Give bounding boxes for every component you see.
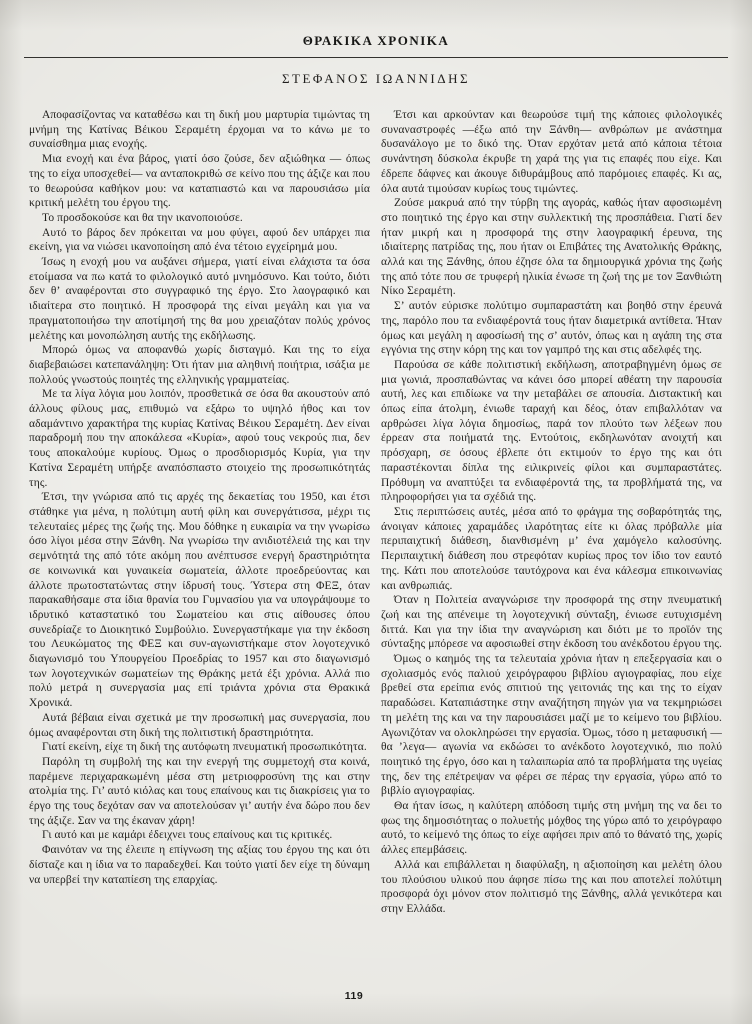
- paragraph: Έτσι και αρκούνταν και θεωρούσε τιμή της κάποιες φιλολογικές συναναστροφές —έξω από την Ξάνθη— ανθρώπων με ανάστημα δυσανάλογο με το δικό της. Όταν ερχόταν μετά από κάποια τέτοια συνάντηση δύσκολα έκρυβε τη χαρά της για τις επαφές που είχε. Και έδρεπε δάφνες και άκουγε διθυράμβους από παρόμοιες επαφές. Κι ας, όλα αυτά τιμούσαν κυρίως τους τιμώντες.: [381, 109, 722, 195]
- paragraph: Αυτό το βάρος δεν πρόκειται να μου φύγει, αφού δεν υπάρχει πια εκείνη, για να νιώσει ικανοποίηση από ένα τέτοιο εγχείρημά μου.: [29, 226, 370, 254]
- right-column: [381, 108, 722, 917]
- paragraph: Έτσι, την γνώρισα από τις αρχές της δεκαετίας του 1950, και έτσι στάθηκε για μένα, η πολύτιμη αυτή φίλη και συνεργάτισσα, μέχρι τις τελευταίες μέρες της ζωής της. Μου δόθηκε η ευκαιρία να την γνωρίσω όσο λίγοι μέσα στην Ξάνθη. Να γνωρίσω την ανιδιοτέλειά της και την σεμνότητά της από τότε ακόμη που ανέπτυσσε ενεργή δραστηριότητα σε κοινωνικά και γυναικεία σωματεία, άλλοτε προεδρεύοντας και άλλοτε πρωτοστατώντας στην ίδρυσή τους. Ύστερα στη ΦΕΞ, όταν παρακαθήσαμε στα ίδια θρανία του Γυμνασίου για να υπογράψουμε το ιδρυτικό καταστατικό του Σωματείου και στις αίθουσες όπου συνεδρίαζε το Διοικητικό Συμβούλιο. Συνεργαστήκαμε για την έκδοση του Λευκώματος της ΦΕΞ και συν-αγωνιστήκαμε στον λογοτεχνικό διαγωνισμό του Υπουργείου Προεδρίας το 1957 και στο διαγωνισμό των λογοτεχνικών σωματείων της Θράκης μετά έξι χρόνια. Αλλά πιο πολύ μετρά η συνεργασία μας επί τριάντα χρόνια στα Θρακικά Χρονικά.: [29, 491, 370, 710]
- header-rule: [24, 57, 728, 58]
- paragraph: Γι αυτό και με καμάρι έδειχνει τους επαίνους και τις κριτικές.: [42, 829, 333, 842]
- paragraph: Αλλά και επιβάλλεται η διαφύλαξη, η αξιοποίηση και μελέτη όλου του πλούσιου υλικού που άφησε πίσω της και που αποτελεί πολύτιμη προσφορά όχι μόνον στον πολιτισμό της Ξάνθης, αλλά γενικότερα και στην Ελλάδα.: [381, 858, 722, 915]
- paragraph: Μια ενοχή και ένα βάρος, γιατί όσο ζούσε, δεν αξιώθηκα — όπως της το είχα υποσχεθεί— να ανταποκριθώ σε κείνο που της άξιζε και που το θεωρούσα καθήκον μου: να καταπιαστώ και να παρουσιάσω μία κριτική μελέτη του έργου της.: [29, 153, 370, 210]
- paragraph: Ίσως η ενοχή μου να αυξάνει σήμερα, γιατί είναι ελάχιστα τα όσα ετοίμασα να πω κατά το φιλολογικό αυτό μνημόσυνο. Και τούτο, διότι δεν θ’ αναφέρονται στο συγγραφικό της έργο. Στο λαογραφικό και ιδιαίτερα στο ποιητικό. Η προσφορά της είναι μεγάλη και για να πραγματοποιήσω την αποτίμησή της θα μου χρειαζόταν πολύς χρόνος μελέτης και μονοπώληση αυτής της εκδήλωσης.: [29, 256, 370, 342]
- left-column: [29, 108, 370, 887]
- paragraph: Το προσδοκούσε και θα την ικανοποιούσε.: [42, 211, 243, 224]
- page-number: 119: [344, 990, 364, 1002]
- paragraph: Σ’ αυτόν εύρισκε πολύτιμο συμπαραστάτη και βοηθό στην έρευνά της, παρόλο που τα ενδιαφέροντά τους ήταν διαμετρικά αντίθετα. Ήταν όμως και μεγάλη η αφοσίωσή της σ’ αυτόν, όπως και η αγάπη της στα εγγόνια της στην κόρη της και τον γαμπρό της και στις αδελφές της.: [381, 300, 722, 357]
- paragraph: Όταν η Πολιτεία αναγνώρισε την προσφορά της στην πνευματική ζωή και της απένειμε τη λογοτεχνική σύνταξη, ένιωσε ευτυχισμένη διττά. Και για την ίδια την αναγνώριση και διότι με το προϊόν της σύνταξης μπόρεσε να αφοσιωθεί στην έκδοση του ανέκδοτου έργου της.: [381, 594, 722, 651]
- paragraph: Μπορώ όμως να αποφανθώ χωρίς δισταγμό. Και της το είχα διαβεβαιώσει κατεπανάληψη: Ότι ήταν μια αληθινή ποιήτρια, ισάξια με πολλούς γνωστούς ποιητές της ελληνικής γραμματείας.: [29, 344, 370, 386]
- journal-title: ΘΡΑΚΙΚΑ ΧΡΟΝΙΚΑ: [302, 33, 450, 48]
- paragraph: Γιατί εκείνη, είχε τη δική της αυτόφωτη πνευματική προσωπικότητα.: [42, 741, 367, 754]
- paragraph: Όμως ο καημός της τα τελευταία χρόνια ήταν η επεξεργασία και ο σχολιασμός ενός παλιού χειρόγραφου βιβλίου αγιογραφίας, που είχε βρεθεί στα ερείπια ενός σπιτιού της γειτονιάς της και της το είχαν παραδώσει. Καταπιάστηκε στην αναζήτηση πηγών για να τεκμηριώσει τη μελέτη της και να την παρουσιάσει μαζί με το κείμενο του βιβλίου. Αγωνιζόταν να ολοκληρώσει την εργασία. Όμως, τόσο η μεταφυσική —θα ’λεγα— αγωνία να εκδώσει το ανέκδοτο λογοτεχνικό, πιο πολύ ποιητικό της έργο, όσο και η ταλαιπωρία από τα προβλήματα της υγείας της, δεν της επέτρεψαν να φέρει σε πέρας την εργασία, γύρω από το βιβλίο αγιογραφίας.: [381, 653, 722, 798]
- paragraph: Αποφασίζοντας να καταθέσω και τη δική μου μαρτυρία τιμώντας τη μνήμη της Κατίνας Βέικου Σεραμέτη έρχομαι να το κάνω με το συναίσθημα μιας ενοχής.: [29, 109, 370, 151]
- paragraph: Ζούσε μακρυά από την τύρβη της αγοράς, καθώς ήταν αφοσιωμένη στο ποιητικό της έργο και στην συλλεκτική της προσπάθεια. Γιατί δεν ήταν μικρή και η προσφορά της στην λαογραφική έρευνα, της ιδιαίτερης πατρίδας της, που ήταν οι Επιβάτες της Ανατολικής Θράκης, αλλά και της Ξάνθης, όπου έζησε όλα τα δημιουργικά χρόνια της ζωής της από τότε που σε τρυφερή ηλικία ένωσε τη ζωή της με τον Ξανθιώτη Νίκο Σεραμέτη.: [381, 197, 722, 298]
- paragraph: Αυτά βέβαια είναι σχετικά με την προσωπική μας συνεργασία, που όμως αναφέρονται στη δική της πολιτιστική δραστηριότητα.: [29, 711, 370, 739]
- paragraph: Παρόλη τη συμβολή της και την ενεργή της συμμετοχή στα κοινά, παρέμενε περιχαρακωμένη μέσα στη μετριοφροσύνη της και στην ατολμία της. Γι’ αυτό κιόλας και τους επαίνους και τις διακρίσεις για το έργο της τους δεχόταν σαν να αποτελούσαν γι’ αυτήν ένα δώρο που δεν της άξιζε. Σαν να της έκαναν χάρη!: [29, 755, 370, 827]
- author-name: ΣΤΕΦΑΝΟΣ ΙΩΑΝΝΙΔΗΣ: [281, 71, 471, 86]
- paragraph: Θα ήταν ίσως, η καλύτερη απόδοση τιμής στη μνήμη της να δει το φως της δημοσιότητας ο πολυετής μόχθος της γύρω από το χειρόγραφο αυτό, το κείμενό της όπως το είχε αφήσει πριν από το θάνατό της, χωρίς άλλες επεμβάσεις.: [381, 800, 722, 857]
- paragraph: Στις περιπτώσεις αυτές, μέσα από το φράγμα της σοβαρότητάς της, άνοιγαν κάποιες χαραμάδες ιλαρότητας είτε κι όλας πρόβαλλε μία περιπαιχτική διάθεση, διανθισμένη μ’ ένα χαμόγελο καλοσύνης. Περιπαιχτική διάθεση που στρεφόταν κυρίως προς τον ίδιο τον εαυτό της. Κάτι που αποτελούσε ταυτόχρονα και ένα κάλεσμα επικοινωνίας και ανθρωπιάς.: [381, 505, 722, 592]
- text-columns: [0, 87, 752, 917]
- paragraph: Παρούσα σε κάθε πολιτιστική εκδήλωση, αποτραβηγμένη όμως σε μια γωνιά, προσπαθώντας να κάνει όσο μπορεί αθέατη την παρουσία αυτή, λες και επιδίωκε να την μεταβάλει σε απουσία. Διστακτική και όπως είπα άτολμη, ένιωθε ταραχή και δέος, όταν επιβαλλόταν να αρθρώσει λίγα λόγια δημοσίως, παρά τον πλούτο των λέξεων που έρρεαν στα ποιήματά της. Εντούτοις, εκδηλωνόταν ανοιχτή και πρόσχαρη, σε όσους έβλεπε ότι εκτιμούν το έργο της και ότι παραστέκονται δίπλα της ειλικρινείς φίλοι και συμπαραστάτες. Πρόθυμη να αναπτύξει τα ενδιαφέροντά της, τα προβλήματά της, να πληροφορήσει για τα σχέδιά της.: [381, 358, 722, 504]
- paragraph: Με τα λίγα λόγια μου λοιπόν, προσθετικά σε όσα θα ακουστούν από άλλους φίλους μας, επιθυμώ να εξάρω το υψηλό ήθος και τον αδαμάντινο χαρακτήρα της κυρίας Κατίνας Βέικου Σεραμέτη. Δεν είναι παραδρομή που την αποκάλεσα «Κυρία», αφού τους νεκρούς πια, δεν τους αποκαλούμε κυρίους. Όμως ο προσδιορισμός Κυρία, για την Κατίνα Σεραμέτη υπήρξε αναπόσπαστο στοιχείο της προσωπικότητάς της.: [29, 388, 370, 489]
- paragraph: Φαινόταν να της έλειπε η επίγνωση της αξίας του έργου της και ότι δίσταζε και η ίδια να το παραδεχθεί. Και τούτο γιατί δεν είχε τη δύναμη να υπερβεί την καταπίεση της επαρχίας.: [29, 844, 370, 886]
